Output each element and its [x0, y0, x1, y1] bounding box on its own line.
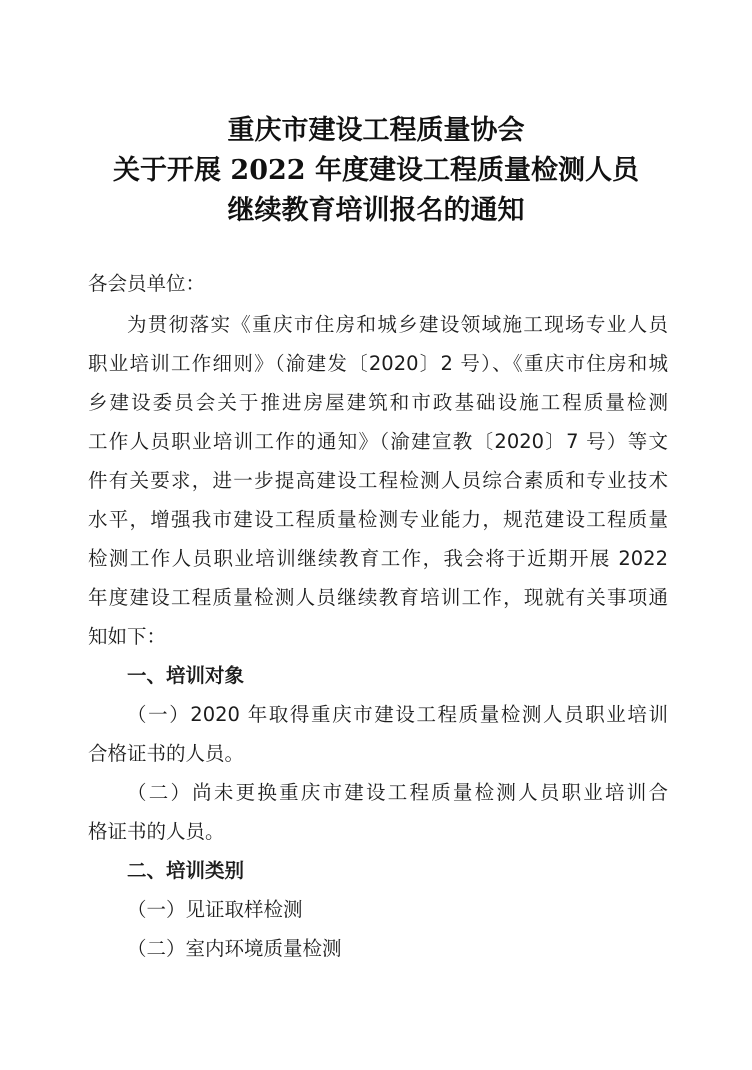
intro-line: 为贯彻落实《重庆市住房和城乡建设领域施工现场专业人员 [127, 313, 668, 336]
title-line-3: 继续教育培训报名的通知 [227, 195, 525, 226]
intro-line: 职业培训工作细则》（渝建发〔2020〕2 号）、《重庆市住房和城 [88, 352, 668, 375]
intro-line: 知如下： [88, 625, 167, 648]
list-item: （二）室内环境质量检测 [127, 937, 342, 960]
intro-line: 水平，增强我市建设工程质量检测专业能力，规范建设工程质量 [88, 508, 668, 531]
intro-line: 年度建设工程质量检测人员继续教育培训工作，现就有关事项通 [88, 586, 668, 609]
section-heading-training-categories: 二、培训类别 [127, 859, 245, 882]
intro-line: 乡建设委员会关于推进房屋建筑和市政基础设施工程质量检测 [88, 391, 668, 414]
title-line-1: 重庆市建设工程质量协会 [227, 115, 525, 146]
section-heading-training-targets: 一、培训对象 [127, 664, 245, 687]
list-item: （一）2020 年取得重庆市建设工程质量检测人员职业培训 [127, 703, 668, 726]
list-item: 合格证书的人员。 [88, 742, 245, 765]
title-line-2: 关于开展 2022 年度建设工程质量检测人员 [113, 155, 639, 186]
salutation: 各会员单位： [88, 272, 206, 295]
intro-line: 工作人员职业培训工作的通知》（渝建宣教〔2020〕7 号）等文 [88, 430, 668, 453]
intro-line: 件有关要求，进一步提高建设工程检测人员综合素质和专业技术 [88, 469, 668, 492]
list-item: （二）尚未更换重庆市建设工程质量检测人员职业培训合 [127, 781, 668, 804]
intro-line: 检测工作人员职业培训继续教育工作，我会将于近期开展 2022 [88, 547, 668, 570]
list-item: 格证书的人员。 [88, 820, 225, 843]
list-item: （一）见证取样检测 [127, 898, 303, 921]
